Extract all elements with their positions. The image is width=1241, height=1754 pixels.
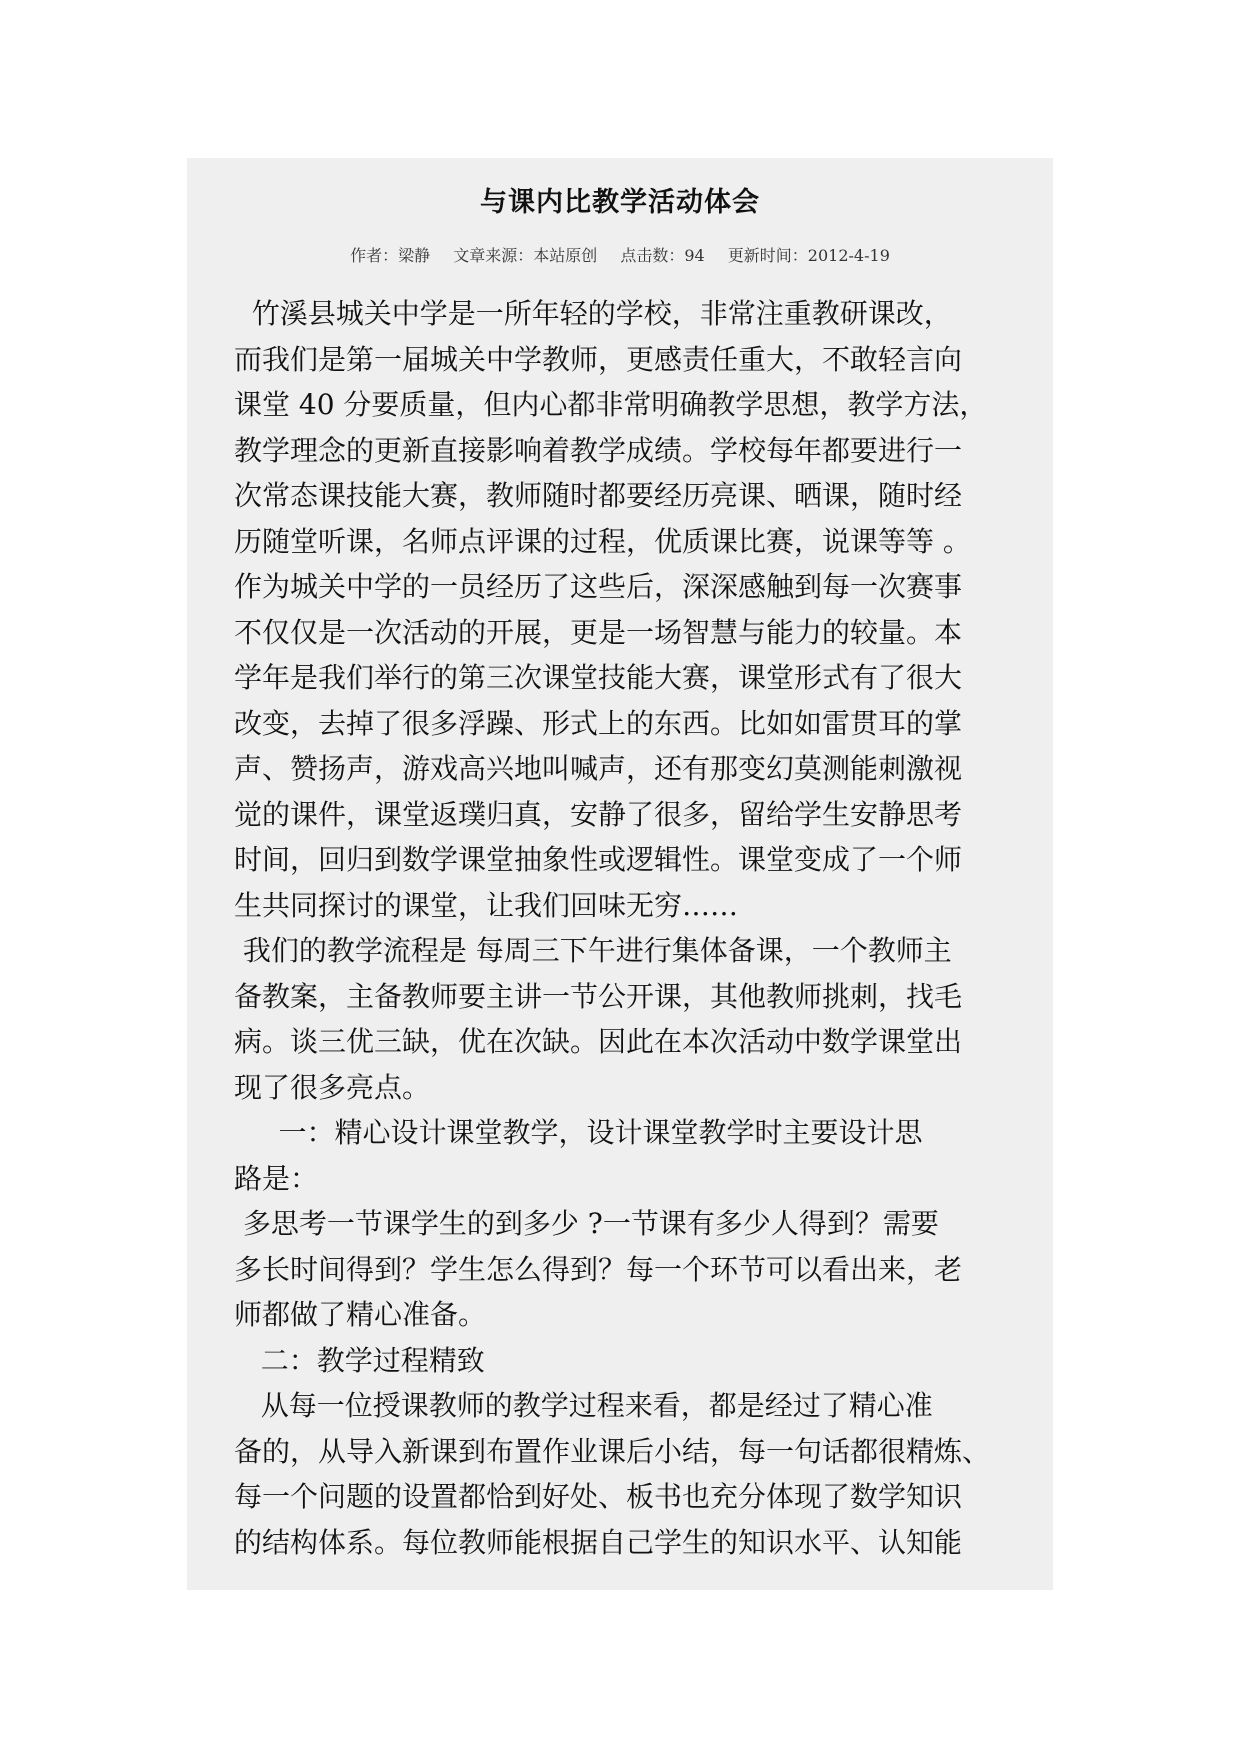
meta-clicks: 点击数：94: [620, 246, 705, 265]
body-line: 备的，从导入新课到布置作业课后小结，每一句话都很精炼、: [234, 1434, 991, 1468]
body-line: 而我们是第一届城关中学教师，更感责任重大，不敢轻言向: [234, 342, 963, 376]
body-line: 生共同探讨的课堂，让我们回味无穷……: [234, 888, 739, 922]
body-line: 不仅仅是一次活动的开展，更是一场智慧与能力的较量。本: [234, 615, 963, 649]
body-line: 从每一位授课教师的教学过程来看，都是经过了精心准: [234, 1389, 933, 1422]
document-page: [187, 158, 1053, 1590]
body-line: 我们的教学流程是 每周三下午进行集体备课，一个教师主: [234, 934, 952, 967]
body-line: 多思考一节课学生的到多少 ?一节课有多少人得到？需要: [234, 1207, 939, 1240]
body-line: 声、赞扬声，游戏高兴地叫喊声，还有那变幻莫测能刺激视: [234, 752, 963, 785]
article-body: [234, 291, 1034, 1565]
body-line: 竹溪县城关中学是一所年轻的学校，非常注重教研课改，: [234, 297, 952, 330]
body-line: 现了很多亮点。: [234, 1070, 431, 1104]
body-line: 教学理念的更新直接影响着教学成绩。学校每年都要进行一: [234, 433, 963, 467]
meta-updated: 更新时间：2012-4-19: [727, 246, 890, 265]
body-line: 每一个问题的设置都恰到好处、板书也充分体现了数学知识: [234, 1480, 963, 1513]
body-line: 觉的课件，课堂返璞归真，安静了很多，留给学生安静思考: [234, 797, 963, 831]
body-line: 的结构体系。每位教师能根据自己学生的知识水平、认知能: [234, 1525, 963, 1559]
body-line: 一：精心设计课堂教学，设计课堂教学时主要设计思: [234, 1116, 923, 1149]
body-line: 多长时间得到？学生怎么得到？每一个环节可以看出来，老: [234, 1252, 963, 1286]
body-line: 师都做了精心准备。: [234, 1298, 487, 1331]
body-line: 备教案，主备教师要主讲一节公开课，其他教师挑刺，找毛: [234, 979, 963, 1013]
body-line: 时间，回归到数学课堂抽象性或逻辑性。课堂变成了一个师: [234, 843, 963, 876]
meta-source: 文章来源：本站原创: [453, 246, 598, 265]
body-line: 改变，去掉了很多浮躁、形式上的东西。比如如雷贯耳的掌: [234, 706, 963, 740]
body-line: 二：教学过程精致: [234, 1343, 485, 1377]
body-line: 作为城关中学的一员经历了这些后，深深感触到每一次赛事: [234, 570, 963, 603]
meta-author: 作者：梁静: [350, 246, 431, 265]
body-line: 课堂 40 分要质量，但内心都非常明确教学思想，教学方法，: [234, 388, 988, 421]
article-title: 与课内比教学活动体会: [480, 187, 760, 218]
body-line: 学年是我们举行的第三次课堂技能大赛，课堂形式有了很大: [234, 661, 963, 694]
body-line: 病。谈三优三缺，优在次缺。因此在本次活动中数学课堂出: [234, 1025, 963, 1058]
body-line: 路是：: [234, 1161, 319, 1195]
article-meta: [187, 243, 1053, 266]
body-line: 次常态课技能大赛，教师随时都要经历亮课、晒课，随时经: [234, 479, 963, 512]
body-line: 历随堂听课，名师点评课的过程，优质课比赛，说课等等 。: [234, 524, 971, 558]
